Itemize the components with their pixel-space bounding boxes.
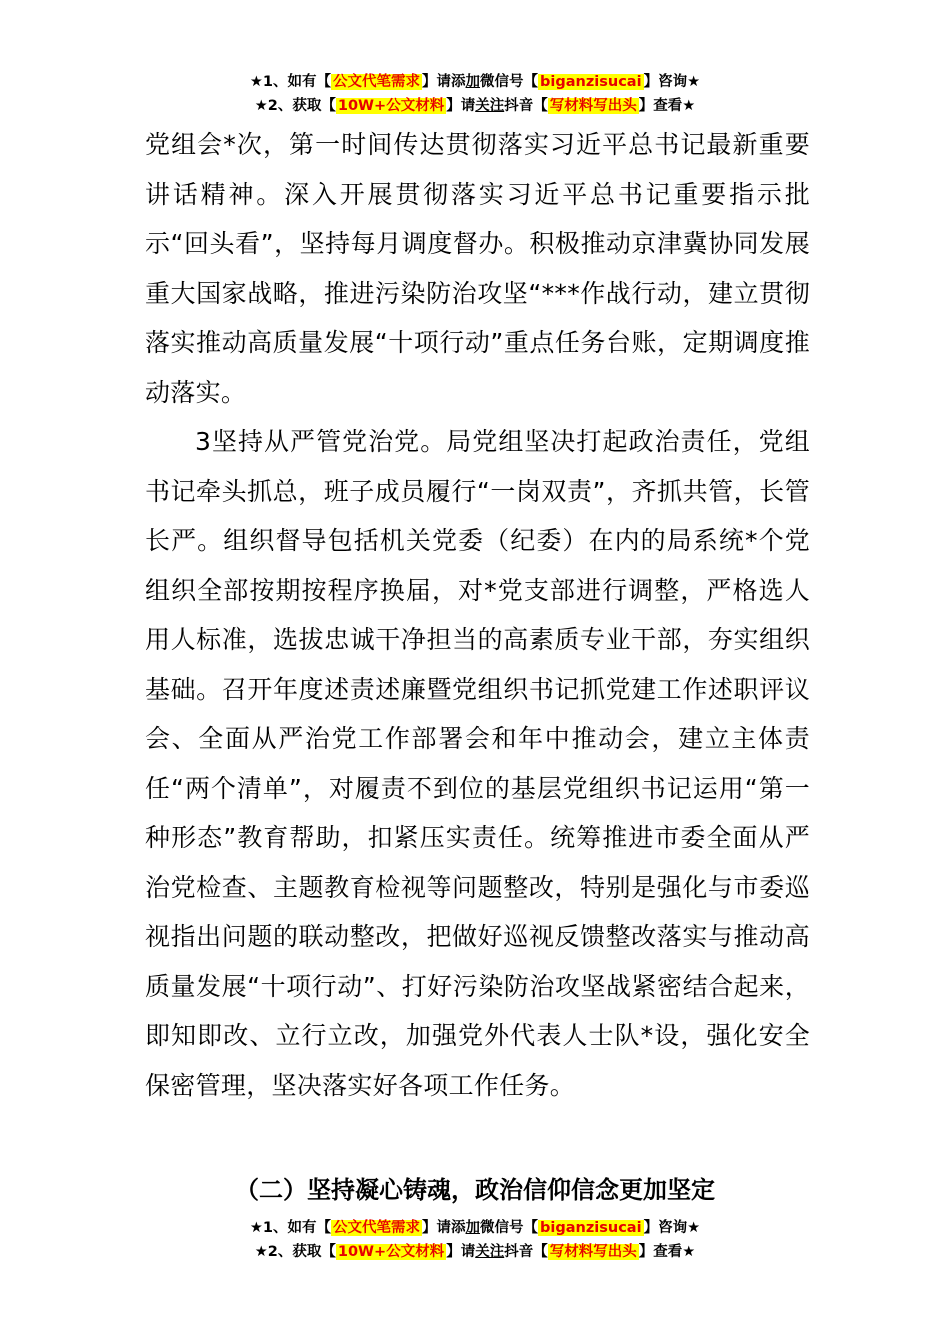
highlight-wechat-id: biganzisucai <box>540 74 642 90</box>
highlight-douyin-id: 写材料写出头 <box>549 98 637 114</box>
paragraph-1: 党组会*次，第一时间传达贯彻落实习近平总书记最新重要讲话精神。深入开展贯彻落实习近平总书记重要指示批示“回头看”，坚持每月调度督办。积极推动京津冀协同发展重大国家战略，推进污染防治攻坚“***作战行动，建立贯彻落实推动高质量发展“十项行动”重点任务台账，定期调度推动落实。 <box>145 130 810 407</box>
highlight-service: 公文代笔需求 <box>333 1220 421 1236</box>
bottom-banner <box>0 1216 950 1264</box>
banner-line-2: ★2、获取【 10W+公文材料 】请关注抖音【 写材料写出头 】查看★ <box>254 1244 696 1260</box>
banner-line-1: ★1、如有【 公文代笔需求 】请添加微信号【 biganzisucai 】咨询★ <box>249 74 701 90</box>
highlight-materials: 10W+公文材料 <box>337 1244 445 1260</box>
document-body <box>145 120 810 1110</box>
highlight-service: 公文代笔需求 <box>333 74 421 90</box>
top-banner <box>0 70 950 118</box>
banner-line-1: ★1、如有【 公文代笔需求 】请添加微信号【 biganzisucai 】咨询★ <box>249 1220 701 1236</box>
banner-line-2: ★2、获取【 10W+公文材料 】请关注抖音【 写材料写出头 】查看★ <box>254 98 696 114</box>
highlight-wechat-id: biganzisucai <box>540 1220 642 1236</box>
highlight-materials: 10W+公文材料 <box>337 98 445 114</box>
section-heading: （二）坚持凝心铸魂，政治信仰信念更加坚定 <box>235 1176 715 1204</box>
paragraph-2: 3坚持从严管党治党。局党组坚决打起政治责任，党组书记牵头抓总，班子成员履行“一岗双责”，齐抓共管，长管长严。组织督导包括机关党委（纪委）在内的局系统*个党组织全部按期按程序换届，对*党支部进行调整，严格选人用人标准，选拔忠诚干净担当的高素质专业干部，夯实组织基础。召开年度述责述廉暨党组织书记抓党建工作述职评议会、全面从严治党工作部署会和年中推动会，建立主体责任“两个清单”，对履责不到位的基层党组织书记运用“第一种形态”教育帮助，扣紧压实责任。统筹推进市委全面从严治党检查、主题教育检视等问题整改，特别是强化与市委巡视指出问题的联动整改，把做好巡视反馈整改落实与推动高质量发展“十项行动”、打好污染防治攻坚战紧密结合起来，即知即改、立行立改，加强党外代表人士队*设，强化安全保密管理，坚决落实好各项工作任务。 <box>145 427 810 1100</box>
highlight-douyin-id: 写材料写出头 <box>549 1244 637 1260</box>
